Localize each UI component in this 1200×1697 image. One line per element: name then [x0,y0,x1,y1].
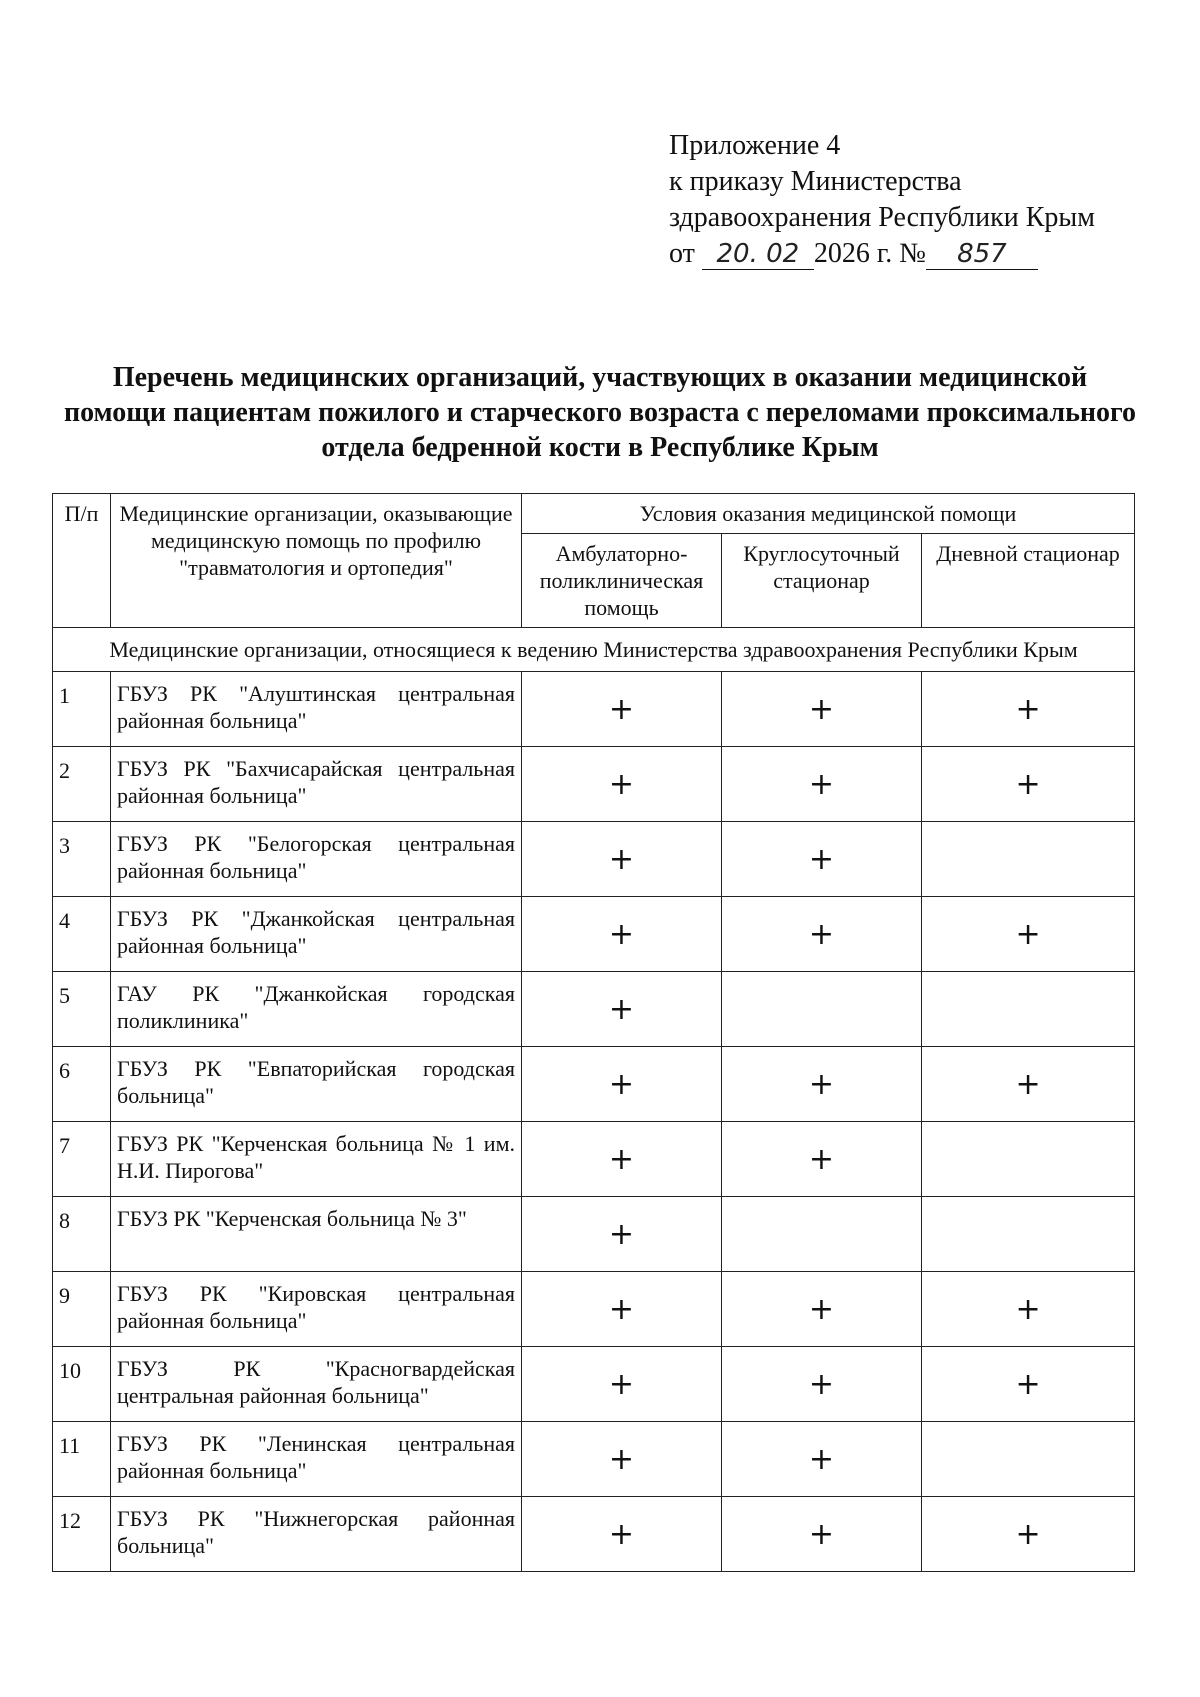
roundclock-mark [722,972,922,1047]
outpatient-mark: + [522,1422,722,1497]
section-label: Медицинские организации, относящиеся к ведению Министерства здравоохранения Республики Крым [53,628,1135,672]
table-row [53,1497,1135,1572]
row-number: 4 [53,897,111,972]
outpatient-mark: + [522,1047,722,1122]
table-row [53,1197,1135,1272]
outpatient-mark: + [522,747,722,822]
day-hospital-mark [922,1197,1135,1272]
organization-name: ГБУЗ РК "Керченская больница № 1 им. Н.И. Пирогова" [111,1122,522,1197]
day-hospital-mark: + [922,897,1135,972]
table-row [53,747,1135,822]
outpatient-mark: + [522,1272,722,1347]
organization-name: ГБУЗ РК "Бахчисарайская центральная районная больница" [111,747,522,822]
day-hospital-mark: + [922,1347,1135,1422]
roundclock-mark: + [722,822,922,897]
table-row [53,1422,1135,1497]
roundclock-mark: + [722,897,922,972]
row-number: 9 [53,1272,111,1347]
roundclock-mark: + [722,1047,922,1122]
row-number: 8 [53,1197,111,1272]
roundclock-mark: + [722,672,922,747]
table-row [53,1047,1135,1122]
organization-name: ГБУЗ РК "Ленинская центральная районная больница" [111,1422,522,1497]
row-number: 11 [53,1422,111,1497]
organization-name: ГБУЗ РК "Кировская центральная районная больница" [111,1272,522,1347]
header-organizations: Медицинские организации, оказывающие медицинскую помощь по профилю "травматология и ортопедия" [111,494,522,628]
organization-name: ГБУЗ РК "Белогорская центральная районная больница" [111,822,522,897]
day-hospital-mark [922,822,1135,897]
table-row [53,1272,1135,1347]
roundclock-mark: + [722,747,922,822]
year-number-label: 2026 г. № [813,238,926,269]
row-number: 7 [53,1122,111,1197]
organization-name: ГБУЗ РК "Джанкойская центральная районная больница" [111,897,522,972]
organization-name: ГБУЗ РК "Евпаторийская городская больница" [111,1047,522,1122]
outpatient-mark: + [522,672,722,747]
outpatient-mark: + [522,1347,722,1422]
row-number: 1 [53,672,111,747]
roundclock-mark: + [722,1272,922,1347]
outpatient-mark: + [522,1197,722,1272]
row-number: 3 [53,822,111,897]
table-row [53,672,1135,747]
day-hospital-mark: + [922,1047,1135,1122]
handwritten-date: 20. 02 [702,239,814,270]
appendix-line-3: здравоохранения Республики Крым [669,202,1095,233]
day-hospital-mark: + [922,1497,1135,1572]
organization-name: ГБУЗ РК "Нижнегорская районная больница" [111,1497,522,1572]
day-hospital-mark: + [922,747,1135,822]
appendix-header [669,128,1095,272]
header-num: П/п [53,494,111,628]
table-row [53,1347,1135,1422]
roundclock-mark: + [722,1347,922,1422]
from-label: от [669,238,695,269]
organization-name: ГАУ РК "Джанкойская городская поликлиника" [111,972,522,1047]
header-conditions: Условия оказания медицинской помощи [522,494,1135,534]
outpatient-mark: + [522,822,722,897]
row-number: 10 [53,1347,111,1422]
day-hospital-mark [922,1122,1135,1197]
appendix-line-1: Приложение 4 [669,130,841,161]
roundclock-mark: + [722,1122,922,1197]
outpatient-mark: + [522,972,722,1047]
roundclock-mark: + [722,1422,922,1497]
organizations-table [52,493,1135,1572]
order-date-line [669,236,1095,272]
handwritten-number: 857 [926,239,1038,270]
roundclock-mark: + [722,1497,922,1572]
outpatient-mark: + [522,1497,722,1572]
header-day-hospital: Дневной стационар [922,534,1135,628]
table-row [53,1122,1135,1197]
header-outpatient: Амбулаторно-поликлиническая помощь [522,534,722,628]
organization-name: ГБУЗ РК "Алуштинская центральная районная больница" [111,672,522,747]
outpatient-mark: + [522,897,722,972]
day-hospital-mark: + [922,1272,1135,1347]
appendix-line-2: к приказу Министерства [669,166,962,197]
organization-name: ГБУЗ РК "Керченская больница № 3" [111,1197,522,1272]
organization-name: ГБУЗ РК "Красногвардейская центральная районная больница" [111,1347,522,1422]
day-hospital-mark [922,972,1135,1047]
table-row [53,897,1135,972]
table-row [53,822,1135,897]
row-number: 5 [53,972,111,1047]
row-number: 6 [53,1047,111,1122]
roundclock-mark [722,1197,922,1272]
row-number: 12 [53,1497,111,1572]
row-number: 2 [53,747,111,822]
day-hospital-mark [922,1422,1135,1497]
day-hospital-mark: + [922,672,1135,747]
table-row [53,972,1135,1047]
document-title: Перечень медицинских организаций, участвующих в оказании медицинской помощи пациентам пожилого и старческого возраста с переломами проксимального отдела бедренной кости в Республике Крым [63,362,1137,463]
header-roundclock: Круглосуточный стационар [722,534,922,628]
outpatient-mark: + [522,1122,722,1197]
